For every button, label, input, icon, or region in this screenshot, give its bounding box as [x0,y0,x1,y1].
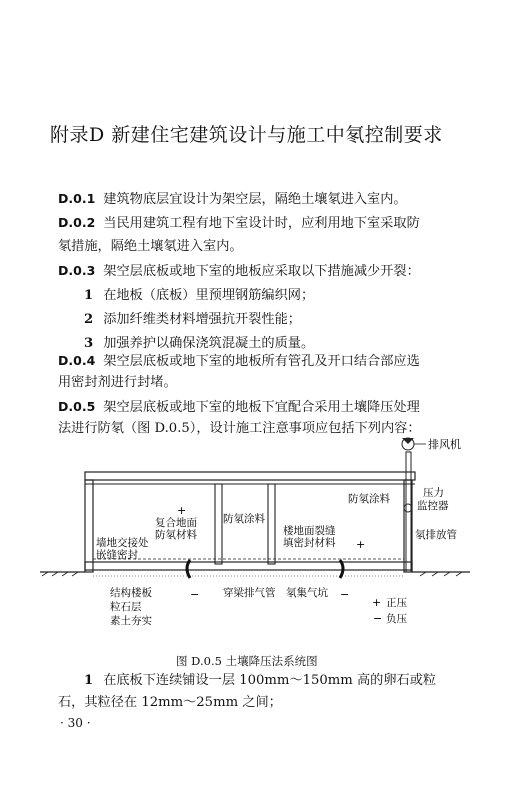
item-text: 加强养护以确保浇筑混凝土的质量。 [103,336,315,351]
minus-sign-right: − [340,588,350,601]
item-text: 添加纤维类材料增强抗开裂性能； [103,312,301,327]
pit-label: 氡集气坑 [286,587,328,599]
clause-text: 架空层底板或地下室的地板下宜配合采用土壤降压处理 [103,400,420,415]
plus-sign-right: + [356,538,366,551]
clause-d05 [58,396,478,419]
inner-wall-right [268,484,275,564]
clause-d04-cont: 用密封剂进行封堵。 [58,375,177,390]
clause-d03 [58,260,478,283]
soil-depressurization-diagram [0,430,515,660]
clause-number: D.0.2 [58,215,96,230]
inner-wall-left [215,484,222,564]
gauge-label-1: 压力 [423,487,444,499]
wall-joint-label-1: 墙地交接处 [96,537,149,549]
item-number: 1 [84,673,94,688]
clause-d02-cont: 氡措施，隔绝土壤氡进入室内。 [58,239,243,254]
coating-right-label: 防氡涂料 [348,493,390,505]
pipe-label: 穿梁排气管 [223,587,276,599]
fan-blades [402,438,414,444]
roof-slab [85,472,415,480]
legend-minus: − [373,612,383,625]
legend-plus: + [372,596,382,609]
gauge-label-2: 监控器 [417,500,449,512]
clause-number: D.0.1 [58,191,96,206]
item-text: 在底板下连续铺设一层 100mm～150mm 高的卵石或粒 [103,673,437,688]
exhaust-label: 氡排放管 [415,529,457,541]
bottom-item [58,670,478,692]
item-number: 1 [84,288,94,303]
pit-pipe [340,560,343,578]
page-number: · 30 · [60,716,91,730]
list-item [84,332,314,351]
bottom-item-cont: 石，其粒径在 12mm～25mm 之间； [58,695,282,710]
clause-d05-cont: 法进行防氡（图 D.0.5），设计施工注意事项应包括下列内容： [58,421,421,436]
legend-negative: 负压 [386,613,407,625]
clause-text: 架空层底板或地下室的地板所有管孔及开口结合部应选 [103,354,420,369]
figure-caption: 图 D.0.5 土壤降压法系统图 [176,654,318,668]
composite-label-1: 复合地面 [155,517,197,529]
list-item [84,284,314,303]
appendix-title: 附录D 新建住宅建筑设计与施工中氡控制要求 [50,124,443,146]
clause-text: 建筑物底层宜设计为架空层，隔绝土壤氡进入室内。 [103,192,407,207]
slab-label: 结构楼板 [110,587,152,599]
composite-label-2: 防氡材料 [155,529,197,541]
clause-text: 架空层底板或地下室的地板应采取以下措施减少开裂： [103,264,420,279]
clause-d04 [58,350,478,373]
list-item [84,308,301,327]
clause-text: 当民用建筑工程有地下室设计时，应利用地下室采取防 [103,216,420,231]
item-number: 2 [84,312,94,327]
fan-label: 排风机 [428,438,461,451]
item-number: 3 [84,336,94,351]
wall-joint-label-2: 嵌缝密封 [96,549,138,561]
pipe-through-beam [187,560,190,578]
clause-number: D.0.5 [58,399,96,414]
soil-label: 素土夯实 [110,615,152,627]
left-wall [85,480,93,572]
minus-sign-left: − [190,588,200,601]
crack-label-2: 填密封材料 [283,537,336,549]
plus-sign-room: + [177,504,187,517]
coating-mid-label: 防氡涂料 [223,513,265,525]
gravel-label: 粒石层 [110,601,142,613]
clause-number: D.0.3 [58,263,96,278]
item-text: 在地板（底板）里预埋钢筋编织网； [103,288,315,303]
crack-label-1: 楼地面裂缝 [283,525,336,537]
clause-number: D.0.4 [58,353,96,368]
clause-d01 [58,188,478,211]
clause-d02 [58,212,478,235]
ground-hatch [42,572,462,576]
floor-slab [85,562,412,570]
legend-positive: 正压 [386,597,407,609]
